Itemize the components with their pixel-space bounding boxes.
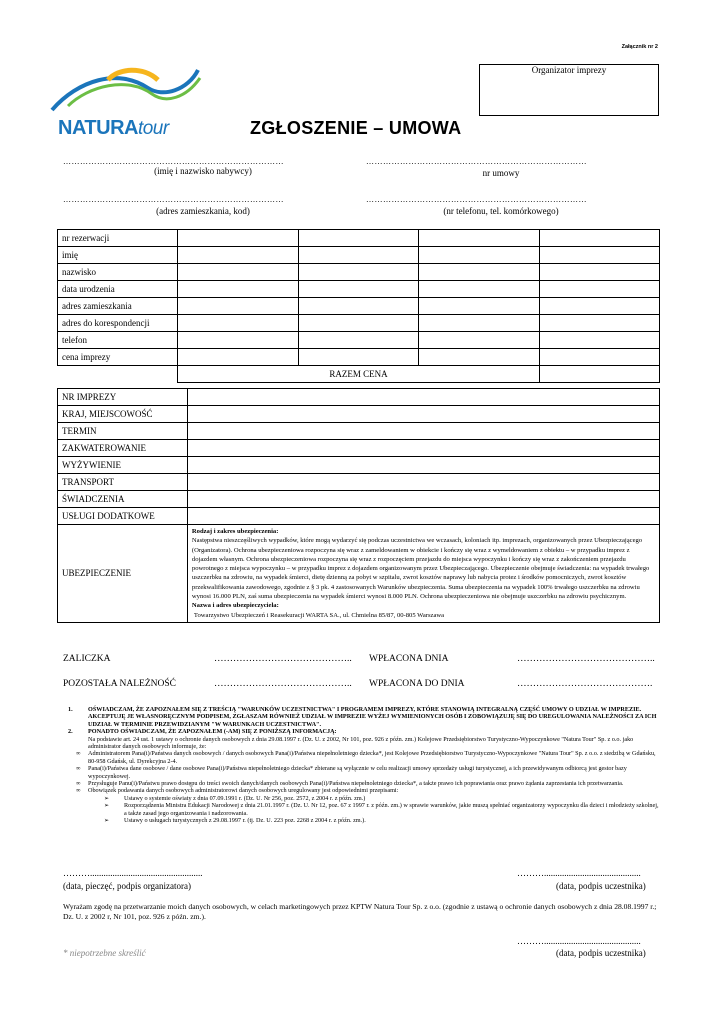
info-item: Administratorem Pana(i)/Państwa danych osobowych / danych osobowych Pana(i)/Państwa niepełnoletniego dziecka*, jest Kolejowe Przedsiębiorstwo Turystyczno-Wypoczynkowe "Natura Tour" Sp. z o.o. z siedzibą w Gdańsku, 80-958 Gdańsk, ul. Dyrekcyjna 2-4. <box>88 750 656 765</box>
row-label: data urodzenia <box>58 281 178 298</box>
row-label: TRANSPORT <box>58 474 188 491</box>
org-signature-caption: (data, pieczęć, podpis organizatora) <box>63 881 192 891</box>
advance-label: ZALICZKA <box>63 654 111 664</box>
declarations <box>62 706 662 825</box>
name-dots: …………………………………………………………………… <box>63 157 284 166</box>
participant-signature-dots: ………........................................... <box>517 868 641 878</box>
consent-signature-dots: ………........................................... <box>517 936 641 946</box>
footnote: * niepotrzebne skreślić <box>63 948 146 958</box>
infinity-bullet-icon: ∞ <box>76 750 81 758</box>
infinity-bullet-icon: ∞ <box>76 780 81 788</box>
regulation-item: Ustawy o usługach turystycznych z 29.08.1997 r. (tj. Dz. U. 223 poz. 2268 z 2004 r. z późn. zm.). <box>124 817 366 825</box>
participants-table <box>57 229 660 383</box>
arrow-bullet-icon: ➢ <box>104 794 110 802</box>
row-label: ŚWIADCZENIA <box>58 491 188 508</box>
decl-num-2: 2. <box>68 728 73 736</box>
row-label: adres zamieszkania <box>58 298 178 315</box>
row-label: KRAJ, MIEJSCOWOŚĆ <box>58 406 188 423</box>
infinity-bullet-icon: ∞ <box>76 787 81 795</box>
marketing-consent: Wyrażam zgodę na przetwarzanie moich danych osobowych, w celach marketingowych przez KPTW Natura Tour Sp. z o.o. (zgodnie z ustawą o ochronie danych osobowych z dnia 28.08.1997 r.; Dz. U. z 2002 r, Nr 101, poz. 926 z późn. zm.). <box>63 902 657 921</box>
declaration-intro: Na podstawie art. 24 ust. 1 ustawy o ochronie danych osobowych z dnia 29.08.1997 r. (Dz. U. z 2002, Nr 101, poz. 926 z późn. zm.) Kolejowe Przedsiębiorstwo Turystyczno-Wypoczynkowe "Natura Tour" Sp. z o.o. jako administrator danych osobowych informuje, że: <box>88 735 634 751</box>
attachment-label: Załącznik nr 2 <box>621 44 658 50</box>
consent-signature-caption: (data, podpis uczestnika) <box>556 948 646 958</box>
arrow-bullet-icon: ➢ <box>104 802 110 810</box>
name-caption: (imię i nazwisko nabywcy) <box>154 166 252 176</box>
info-item: Przysługuje Panu(i)/Państwu prawo dostępu do treści swoich danych/danych osobowych Pana(i)/Państwa niepełnoletniego dziecka*, a także prawo ich poprawiania oraz prawo żądania zaprzestania ich przetwarzania. <box>88 780 624 788</box>
insurance-details <box>187 525 659 623</box>
org-signature-dots: ……….................................................. <box>63 868 203 878</box>
row-label: nr rezerwacji <box>58 230 178 247</box>
insurer-title: Nazwa i adres ubezpieczyciela: <box>191 602 279 610</box>
arrow-bullet-icon: ➢ <box>104 817 110 825</box>
remaining-label: POZOSTAŁA NALEŻNOŚĆ <box>63 679 176 689</box>
row-label: ZAKWATEROWANIE <box>58 440 188 457</box>
row-label: USŁUGI DODATKOWE <box>58 508 188 525</box>
contract-dots: …………………………………………………………………… <box>366 157 587 166</box>
row-label: WYŻYWIENIE <box>58 457 188 474</box>
row-label: imię <box>58 247 178 264</box>
contract-caption: nr umowy <box>482 168 520 178</box>
advance-dots: …………………………………….. <box>214 654 352 664</box>
paid-until-dots: ……………………………………. <box>517 679 653 689</box>
organizer-box <box>479 64 659 116</box>
regulation-item: Rozporządzenia Ministra Edukacji Narodowej z dnia 21.01.1997 r. (Dz. U. Nr 12, poz. 67 z 1997 r. z późn. zm.) w sprawie warunków, jakie muszą spełniać organizatorzy wypoczynku dla dzieci i młodzieży szkolnej, a także zasad jego organizowania i nadzorowania. <box>124 802 659 817</box>
row-label: telefon <box>58 332 178 349</box>
info-item: Pana(i)/Państwa dane osobowe / dane osobowe Pana(i)/Państwa niepełnoletniego dziecka* zbierane są wyłącznie w celu realizacji umowy sprzedaży usługi turystycznej, a ich przewidywanym odbiorcą jest gestor bazy wypoczynkowej. <box>88 765 627 780</box>
page-title: ZGŁOSZENIE – UMOWA <box>250 118 462 138</box>
trip-table <box>57 388 660 623</box>
remaining-dots: …………………………………….. <box>214 679 352 689</box>
paid-day-label: WPŁACONA DNIA <box>369 654 449 664</box>
phone-caption: (nr telefonu, tel. komórkowego) <box>443 206 559 216</box>
row-label: TERMIN <box>58 423 188 440</box>
regulation-item: Ustawy o systemie oświaty z dnia 07.09.1991 r. (Dz. U. Nr 256, poz. 2572, z 2004 r. z późn. zm.) <box>124 794 366 802</box>
phone-dots: …………………………………………………………………… <box>366 195 587 204</box>
insurance-label: UBEZPIECZENIE <box>58 525 188 623</box>
total-label: RAZEM CENA <box>177 366 539 383</box>
participant-signature-caption: (data, podpis uczestnika) <box>556 881 646 891</box>
insurance-title: Rodzaj i zakres ubezpieczenia: <box>191 528 279 535</box>
insurance-text: Następstwa nieszczęśliwych wypadków, które mogą wydarzyć się podczas uczestnictwa we wczasach, koloniach itp. imprezach, organizowanych przez Ubezpieczającego (Organizatora). Ochrona ubezpieczeniowa rozpoczyna się wraz z zameldowaniem w obiekcie i kończy się wraz z wymeldowaniem z obiektu – w przypadku imprez z dojazdem własnym. Ochrona ubezpieczeniowa rozpoczyna się wraz z rozpoczęciem przejazdu do miejsca wypoczynku i kończy się wraz z zakończeniem przejazdu powrotnego z miejsca wypoczynku – w przypadku imprez z dojazdem organizowanym przez Ubezpieczającego. Ubezpieczenie obejmuje świadczenia: na wypadek trwałego uszczerbku na zdrowiu, na wypadek śmierci, dietę dzienną za pobyt w szpitalu, zwrot kosztów naprawy lub nabycia protez i środków pomocniczych, zwrot kosztów przekwalifikowania zawodowego, zgodnie z § 3 pk. 4 zastosowanych Warunków ubezpieczenia. Suma ubezpieczenia na wypadek 100% trwałego uszczerbku na zdrowiu wynosi 16.000 PLN, zaś suma ubezpieczenia na wypadek śmierci wynosi 8.000 PLN. Ochrona ubezpieczeniowa nie obejmuje uszczerbku na zdrowiu psychicznym. <box>191 537 650 601</box>
insurer-text: Towarzystwo Ubezpieczeń i Reasekuracji WARTA SA., ul. Chmielna 85/87, 00-805 Warszawa <box>193 611 445 619</box>
paid-until-label: WPŁACONA DO DNIA <box>369 679 465 689</box>
row-label: NR IMPREZY <box>58 389 188 406</box>
declaration-1: OŚWIADCZAM, ŻE ZAPOZNAŁEM SIĘ Z TREŚCIĄ "WARUNKÓW UCZESTNICTWA" I PROGRAMEM IMPREZY, KTÓRE STANOWIĄ INTEGRALNĄ CZĘŚĆ UMOWY O UDZIAŁ W IMPREZIE. AKCEPTUJĘ JE WŁASNORĘCZNYM PODPISEM, ZGŁASZAM RÓWNIEŻ UDZIAŁ W IMPREZIE WYŻEJ WYMIENIONYCH OSÓB I ZOBOWIĄZUJĘ SIĘ DO UREGULOWANIA NALEŻNOŚCI ZA ICH UDZIAŁ W TERMINIE PRZEWIDZIANYM "W WARUNKACH UCZESTNICTWA". <box>88 706 657 728</box>
row-label: nazwisko <box>58 264 178 281</box>
infinity-bullet-icon: ∞ <box>76 765 81 773</box>
svg-text:NATURAtour: NATURAtour <box>58 117 169 139</box>
paid-day-dots: …………………………………….. <box>517 654 655 664</box>
row-label: cena imprezy <box>58 349 178 366</box>
info-item: Obowiązek podawania danych osobowych administratorowi danych osobowych uregulowany jest odpowiednimi przepisami: <box>88 787 399 795</box>
address-caption: (adres zamieszkania, kod) <box>156 206 250 216</box>
address-dots: …………………………………………………………………… <box>63 195 284 204</box>
row-label: adres do korespondencji <box>58 315 178 332</box>
decl-num-1: 1. <box>68 706 73 713</box>
organizer-label: Organizator imprezy <box>531 65 607 75</box>
naturatour-logo <box>48 60 208 140</box>
declaration-2: PONADTO OŚWIADCZAM, ŻE ZAPOZNAŁEM (-AM) SIĘ Z PONIŻSZĄ INFORMACJĄ: <box>88 728 337 736</box>
